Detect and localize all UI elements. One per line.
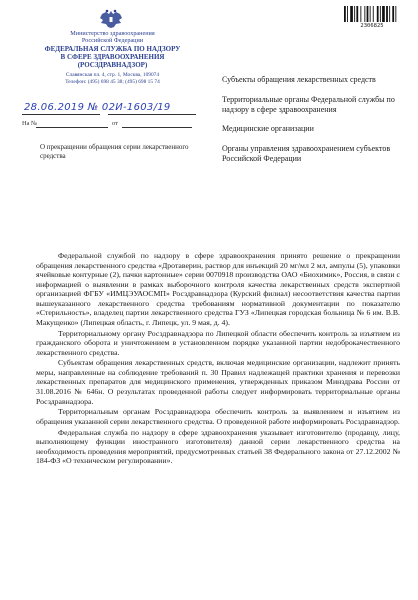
agency-line: ФЕДЕРАЛЬНАЯ СЛУЖБА ПО НАДЗОРУ: [44, 45, 181, 53]
ministry-line: Российской Федерации: [81, 37, 144, 45]
recipient: Органы управления здравоохранением субъектов Российской Федерации: [222, 144, 391, 163]
barcode-number: 2306825: [360, 23, 384, 29]
recipients-list: [222, 75, 397, 174]
agency-address: [30, 72, 195, 86]
ministry-line: Министерство здравоохранения: [70, 30, 155, 37]
address-line: Славянская пл. 4, стр. 1, Москва, 109074: [65, 72, 160, 78]
ministry-name: [40, 30, 185, 44]
body-paragraph: Федеральной службой по надзору в сфере здравоохранения принято решение о прекращении обращения лекарственного средства «Дротаверин, раствор для инъекций 20 мг/мл 2 мл, ампулы (5), упаковки ячейковые контурные (2), пачки картонные» серии 0070918 производства ОАО «Биохимик», Россия, в связи с информацией о выявлении в рамках выборочного контроля качества лекарственных средств экспертной организацией ФГБУ «ИМЦЭУАОСМП» Росздравнадзора (Курский филиал) несоответствия качества партии вышеуказанного лекарственного средства требованиям нормативной документации по показателю «Стерильность», владелец партии лекарственного средства ГУЗ «Липецкая городская больница № 6 им. В.В. Макущенко» (Липецкая область, г. Липецк, ул. 9 мая, д. 4).: [36, 251, 400, 327]
body-paragraph: Федеральная служба по надзору в сфере здравоохранения указывает изготовителю (продавцу, лицу, выполняющему функции иностранного изготовителя) данной серии лекарственного средства на необходимость проведения мероприятий, предусмотренных статьей 38 Федерального закона от 27.12.2002 № 184-ФЗ «О техническом регулировании».: [36, 427, 400, 466]
reference-date-line: [122, 127, 192, 128]
body-paragraph: Территориальному органу Росздравнадзора по Липецкой области обеспечить контроль за изъятием из гражданского оборота и уничтожением в установленном порядке указанной партии недоброкачественного лекарственного средства.: [36, 328, 400, 357]
body-paragraph: Территориальным органам Росздравнадзора обеспечить контроль за выявлением и изъятием из обращения указанной серии лекарственного средства. О проведенной работе информировать Росздравнадзор.: [36, 407, 400, 426]
reference-date-label: от: [112, 120, 118, 127]
letter-subject: О прекращении обращения серии лекарственного средства: [40, 143, 189, 160]
barcode-icon: [344, 6, 400, 22]
agency-line: (РОСЗДРАВНАДЗОР): [77, 61, 148, 70]
number-underline: [108, 114, 196, 115]
reference-number-line: [36, 127, 108, 128]
coat-of-arms-icon: [98, 8, 124, 30]
recipient: Медицинские организации: [222, 124, 314, 134]
recipient: Территориальные органы Федеральной службы по надзору в сфере здравоохранения: [222, 94, 395, 114]
reference-number-label: На №: [22, 120, 38, 127]
letter-body: [36, 251, 400, 467]
recipient: Субъекты обращения лекарственных средств: [222, 75, 376, 84]
address-line: Телефон: (495) 698 45 38; (495) 698 15 74: [65, 79, 160, 85]
body-paragraph: Субъектам обращения лекарственных средств, включая медицинские организации, надлежит принять меры, направленные на соблюдение требований п. 30 Правил надлежащей практики хранения и перевозки лекарственных препаратов для медицинского применения, утвержденных приказом Минздрава России от 31.08.2016 № 646н. О результатах проведенной работы следует информировать территориальные органы Росздравнадзора.: [36, 358, 400, 406]
agency-line: В СФЕРЕ ЗДРАВООХРАНЕНИЯ: [60, 53, 165, 62]
date-underline: [22, 114, 100, 115]
handwritten-registration: 28.06.2019 № 02И-1603/19: [24, 102, 171, 113]
agency-name: [30, 45, 195, 70]
